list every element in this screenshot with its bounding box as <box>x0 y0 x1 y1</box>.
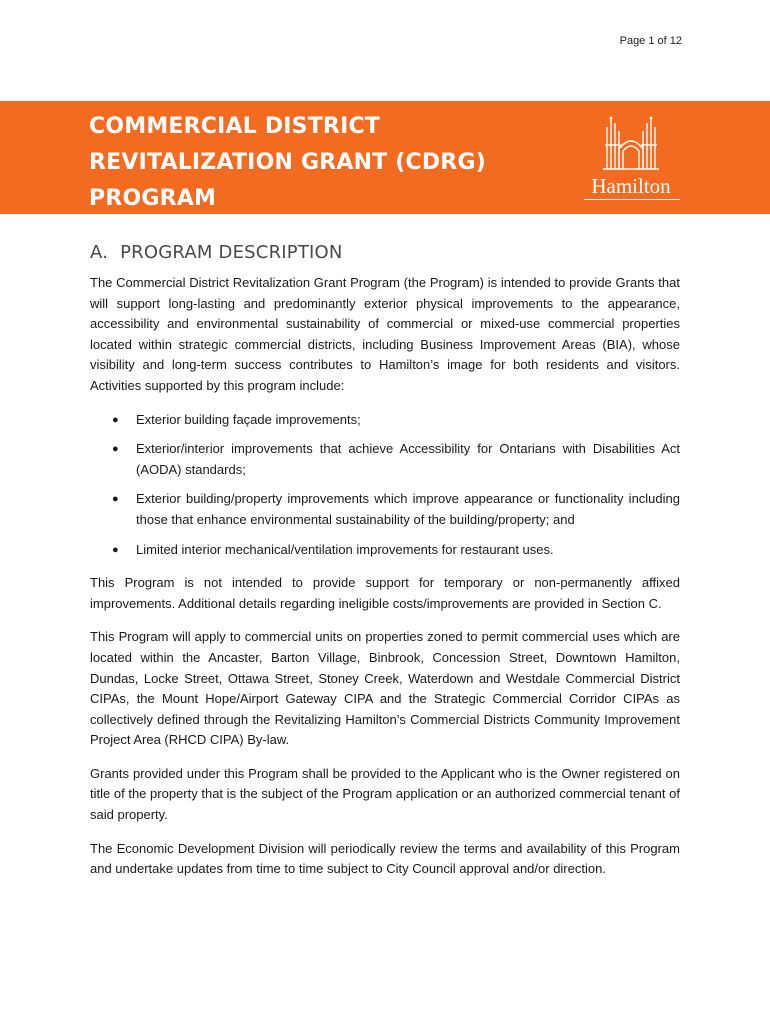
list-item <box>90 489 680 530</box>
bullet-icon: ● <box>112 543 119 556</box>
review-paragraph: The Economic Development Division will periodically review the terms and availability of this Program and undertake updates from time to time subject to City Council approval and/or direction. <box>90 840 680 877</box>
bullet-icon: ● <box>112 413 119 426</box>
title-banner <box>0 101 770 214</box>
document-title <box>89 109 486 217</box>
list-item <box>90 410 680 431</box>
title-line-3: PROGRAM <box>89 186 217 211</box>
list-item <box>90 439 680 480</box>
list-item-text: Exterior building façade improvements; <box>136 411 361 427</box>
applicant-paragraph: Grants provided under this Program shall be provided to the Applicant who is the Owner registered on title of the property that is the subject of the Program application or an authorized commercial tenant of said property. <box>90 765 680 823</box>
bullet-icon: ● <box>112 493 119 506</box>
section-letter: A. <box>90 242 109 263</box>
title-line-1: COMMERCIAL DISTRICT <box>89 114 381 139</box>
ineligible-paragraph: This Program is not intended to provide support for temporary or non-permanently affixed improvements. Additional details regarding ineligible costs/improvements are provided in Section C. <box>90 575 680 611</box>
bullet-icon: ● <box>112 443 119 456</box>
logo-underline <box>584 199 680 200</box>
section-heading-text: PROGRAM DESCRIPTION <box>120 242 343 263</box>
logo-wordmark: Hamilton <box>591 174 671 198</box>
eligible-areas-paragraph: This Program will apply to commercial units on properties zoned to permit commercial uses which are located within the Ancaster, Barton Village, Binbrook, Concession Street, Downtown Hamilton, Dundas, Locke Street, Ottawa Street, Stoney Creek, Waterdown and Westdale Commercial District CIPAs, the Mount Hope/Airport Gateway CIPA and the Strategic Commercial Corridor CIPAs as collectively defined through the Revitalizing Hamilton’s Commercial Districts Community Improvement Project Area (RHCD CIPA) By-law. <box>90 629 680 748</box>
city-gate-icon <box>601 115 661 171</box>
intro-paragraph: The Commercial District Revitalization Grant Program (the Program) is intended to provide Grants that will support long-lasting and predominantly exterior physical improvements to the appearance, accessibility and environmental sustainability of commercial or mixed-use commercial properties located within strategic commercial districts, including Business Improvement Areas (BIA), whose visibility and long-term success contributes to Hamilton’s image for both residents and visitors. Activities supported by this program include: <box>90 275 680 393</box>
list-item <box>90 540 680 561</box>
list-item-text: Exterior/interior improvements that achieve Accessibility for Ontarians with Disabilities Act (AODA) standards; <box>136 441 680 477</box>
list-item-text: Exterior building/property improvements which improve appearance or functionality including those that enhance environmental sustainability of the building/property; and <box>136 491 680 527</box>
title-line-2: REVITALIZATION GRANT (CDRG) <box>89 150 486 175</box>
page-indicator: Page 1 of 12 <box>619 35 682 47</box>
hamilton-logo <box>578 115 684 201</box>
section-heading <box>90 240 680 266</box>
activities-list <box>90 410 680 561</box>
list-item-text: Limited interior mechanical/ventilation improvements for restaurant uses. <box>136 541 554 557</box>
document-body <box>90 240 680 893</box>
